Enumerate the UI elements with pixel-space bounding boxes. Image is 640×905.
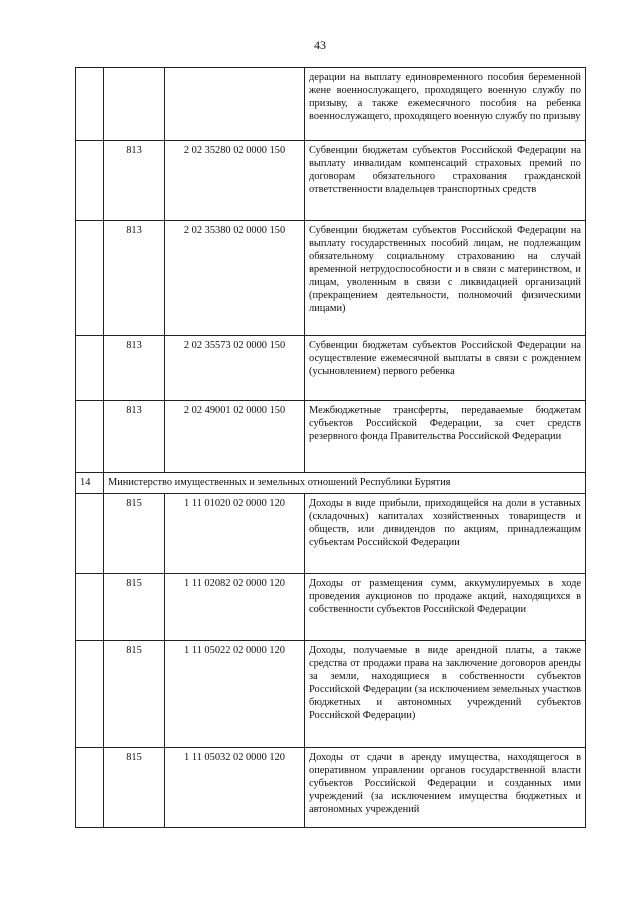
table-row — [76, 336, 586, 401]
table-row — [76, 68, 586, 141]
table-row — [76, 494, 586, 574]
row-number-empty — [76, 336, 104, 401]
row-number-empty — [76, 141, 104, 221]
revenue-code: 2 02 35280 02 0000 150 — [165, 141, 305, 221]
ministry-row — [76, 473, 586, 494]
admin-code — [104, 68, 165, 141]
revenue-table — [75, 67, 586, 828]
table-row — [76, 574, 586, 641]
admin-code: 815 — [104, 748, 165, 828]
row-number-empty — [76, 748, 104, 828]
revenue-table-body — [76, 68, 586, 828]
revenue-name: Доходы от сдачи в аренду имущества, находящегося в оперативном управлении органов государственной власти субъектов Российской Федерации и созданных ими учреждений (за исключением имущества бюджетных и автономных учреждений — [305, 748, 586, 828]
admin-code: 813 — [104, 401, 165, 473]
revenue-name: Доходы от размещения сумм, аккумулируемых в ходе проведения аукционов по продаже акций, находящихся в собственности субъектов Российской Федерации — [305, 574, 586, 641]
revenue-code: 1 11 02082 02 0000 120 — [165, 574, 305, 641]
table-row — [76, 401, 586, 473]
table-row — [76, 641, 586, 748]
admin-code: 815 — [104, 641, 165, 748]
row-number-empty — [76, 401, 104, 473]
ministry-name: Министерство имущественных и земельных отношений Республики Бурятия — [104, 473, 586, 494]
revenue-name: Доходы в виде прибыли, приходящейся на доли в уставных (складочных) капиталах хозяйственных товариществ и обществ, или дивидендов по акциям, принадлежащим субъектам Российской Федерации — [305, 494, 586, 574]
revenue-code: 2 02 35573 02 0000 150 — [165, 336, 305, 401]
table-row — [76, 221, 586, 336]
row-number: 14 — [76, 473, 104, 494]
revenue-code: 1 11 05022 02 0000 120 — [165, 641, 305, 748]
revenue-code — [165, 68, 305, 141]
row-number-empty — [76, 574, 104, 641]
revenue-name: Субвенции бюджетам субъектов Российской Федерации на выплату государственных пособий лицам, не подлежащим обязательному социальному страхованию на случай временной нетрудоспособности и в связи с материнством, и лицам, уволенным в связи с ликвидацией организаций (прекращением деятельности, полномочий физическими лицами) — [305, 221, 586, 336]
revenue-code: 1 11 05032 02 0000 120 — [165, 748, 305, 828]
revenue-name: Субвенции бюджетам субъектов Российской Федерации на выплату инвалидам компенсаций страховых премий по договорам обязательного страхования гражданской ответственности владельцев транспортных средств — [305, 141, 586, 221]
revenue-name: Субвенции бюджетам субъектов Российской Федерации на осуществление ежемесячной выплаты в связи с рождением (усыновлением) первого ребенка — [305, 336, 586, 401]
revenue-code: 2 02 35380 02 0000 150 — [165, 221, 305, 336]
table-row — [76, 141, 586, 221]
table-row — [76, 748, 586, 828]
row-number-empty — [76, 221, 104, 336]
row-number-empty — [76, 641, 104, 748]
admin-code: 813 — [104, 336, 165, 401]
admin-code: 813 — [104, 221, 165, 336]
page-number: 43 — [314, 38, 326, 52]
admin-code: 815 — [104, 574, 165, 641]
revenue-name: дерации на выплату единовременного пособия беременной жене военнослужащего, проходящего военную службу по призыву, а также ежемесячного пособия на ребенка военнослужащего, проходящего военную службу по призыву — [305, 68, 586, 141]
revenue-code: 1 11 01020 02 0000 120 — [165, 494, 305, 574]
row-number-empty — [76, 68, 104, 141]
admin-code: 815 — [104, 494, 165, 574]
row-number-empty — [76, 494, 104, 574]
revenue-code: 2 02 49001 02 0000 150 — [165, 401, 305, 473]
revenue-name: Доходы, получаемые в виде арендной платы, а также средства от продажи права на заключение договоров аренды за земли, находящиеся в собственности субъектов Российской Федерации (за исключением земельных участков бюджетных и автономных учреждений субъектов Российской Федерации) — [305, 641, 586, 748]
revenue-name: Межбюджетные трансферты, передаваемые бюджетам субъектов Российской Федерации, за счет средств резервного фонда Правительства Российской Федерации — [305, 401, 586, 473]
admin-code: 813 — [104, 141, 165, 221]
